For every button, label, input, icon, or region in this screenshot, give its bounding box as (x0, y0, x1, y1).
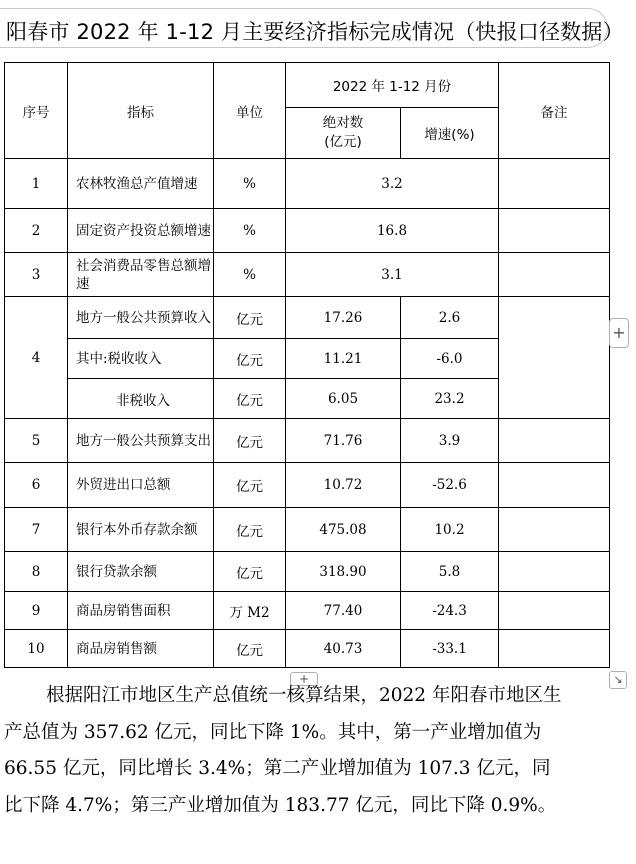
row-absolute: 40.73 (286, 630, 401, 668)
table-resize-handle[interactable]: ↘ (609, 671, 627, 689)
row-unit: 亿元 (214, 630, 286, 668)
row-indicator: 银行本外币存款余额 (68, 508, 214, 552)
table-row (5, 419, 610, 463)
row-absolute: 10.72 (286, 463, 401, 508)
row-absolute: 6.05 (286, 379, 401, 419)
row-seq: 6 (5, 463, 68, 508)
indicator-table[interactable] (4, 62, 610, 668)
row-seq: 2 (5, 209, 68, 253)
row-unit: 亿元 (214, 379, 286, 419)
table-row (5, 297, 610, 339)
row-absolute: 77.40 (286, 592, 401, 630)
header-indicator: 指标 (68, 63, 214, 159)
row-seq: 1 (5, 159, 68, 209)
row-seq: 9 (5, 592, 68, 630)
row-growth: 3.9 (401, 419, 499, 463)
row-seq: 4 (5, 297, 68, 419)
table-row (5, 159, 610, 209)
row-value: 16.8 (286, 209, 499, 253)
row-absolute: 318.90 (286, 552, 401, 592)
row-value: 3.2 (286, 159, 499, 209)
document-title: 阳春市 2022 年 1-12 月主要经济指标完成情况（快报口径数据） (6, 20, 624, 44)
header-absolute: 绝对数 (亿元) (286, 108, 401, 159)
table-row (5, 552, 610, 592)
row-unit: 亿元 (214, 419, 286, 463)
row-notes (499, 297, 610, 419)
row-notes (499, 552, 610, 592)
row-indicator: 商品房销售面积 (68, 592, 214, 630)
row-notes (499, 159, 610, 209)
row-unit: 亿元 (214, 297, 286, 339)
table-row (5, 253, 610, 297)
row-seq: 8 (5, 552, 68, 592)
row-notes (499, 463, 610, 508)
header-unit: 单位 (214, 63, 286, 159)
row-indicator: 其中:税收收入 (68, 339, 214, 379)
row-notes (499, 209, 610, 253)
header-seq: 序号 (5, 63, 68, 159)
row-indicator: 地方一般公共预算支出 (68, 419, 214, 463)
row-unit: % (214, 159, 286, 209)
row-seq: 7 (5, 508, 68, 552)
row-growth: 5.8 (401, 552, 499, 592)
row-absolute: 475.08 (286, 508, 401, 552)
header-notes: 备注 (499, 63, 610, 159)
header-period: 2022 年 1-12 月份 (286, 63, 499, 108)
row-unit: 亿元 (214, 463, 286, 508)
table-row (5, 508, 610, 552)
row-absolute: 17.26 (286, 297, 401, 339)
summary-paragraph: 根据阳江市地区生产总值统一核算结果，2022 年阳春市地区生产总值为 357.62 亿元，同比下降 1%。其中，第一产业增加值为 66.55 亿元，同比增长 3.4%；第二产业增加值为 107.3 亿元，同比下降 4.7%；第三产业增加值为 183.77 亿元，同比下降 0.9%。 (4, 685, 562, 816)
row-indicator: 固定资产投资总额增速 (68, 209, 214, 253)
add-column-handle[interactable]: + (609, 318, 629, 348)
row-unit: 亿元 (214, 508, 286, 552)
row-growth: -24.3 (401, 592, 499, 630)
row-growth: -52.6 (401, 463, 499, 508)
row-indicator: 社会消费品零售总额增速 (68, 253, 214, 297)
row-growth: 10.2 (401, 508, 499, 552)
row-notes (499, 592, 610, 630)
row-value: 3.1 (286, 253, 499, 297)
row-indicator: 非税收入 (68, 379, 214, 419)
row-seq: 3 (5, 253, 68, 297)
row-indicator: 银行贷款余额 (68, 552, 214, 592)
row-seq: 10 (5, 630, 68, 668)
row-seq: 5 (5, 419, 68, 463)
row-absolute: 11.21 (286, 339, 401, 379)
table-row (5, 209, 610, 253)
table-row (5, 463, 610, 508)
row-indicator: 外贸进出口总额 (68, 463, 214, 508)
row-unit: % (214, 209, 286, 253)
row-growth: -33.1 (401, 630, 499, 668)
row-notes (499, 508, 610, 552)
table-row (5, 592, 610, 630)
row-growth: 23.2 (401, 379, 499, 419)
add-row-handle[interactable]: + (290, 672, 318, 686)
row-unit: 万 M2 (214, 592, 286, 630)
row-indicator: 农林牧渔总产值增速 (68, 159, 214, 209)
row-growth: -6.0 (401, 339, 499, 379)
row-notes (499, 419, 610, 463)
row-unit: 亿元 (214, 552, 286, 592)
row-unit: % (214, 253, 286, 297)
header-growth: 增速(%) (401, 108, 499, 159)
table-row (5, 630, 610, 668)
row-unit: 亿元 (214, 339, 286, 379)
row-notes (499, 253, 610, 297)
row-indicator: 地方一般公共预算收入 (68, 297, 214, 339)
row-absolute: 71.76 (286, 419, 401, 463)
row-notes (499, 630, 610, 668)
row-growth: 2.6 (401, 297, 499, 339)
row-indicator: 商品房销售额 (68, 630, 214, 668)
